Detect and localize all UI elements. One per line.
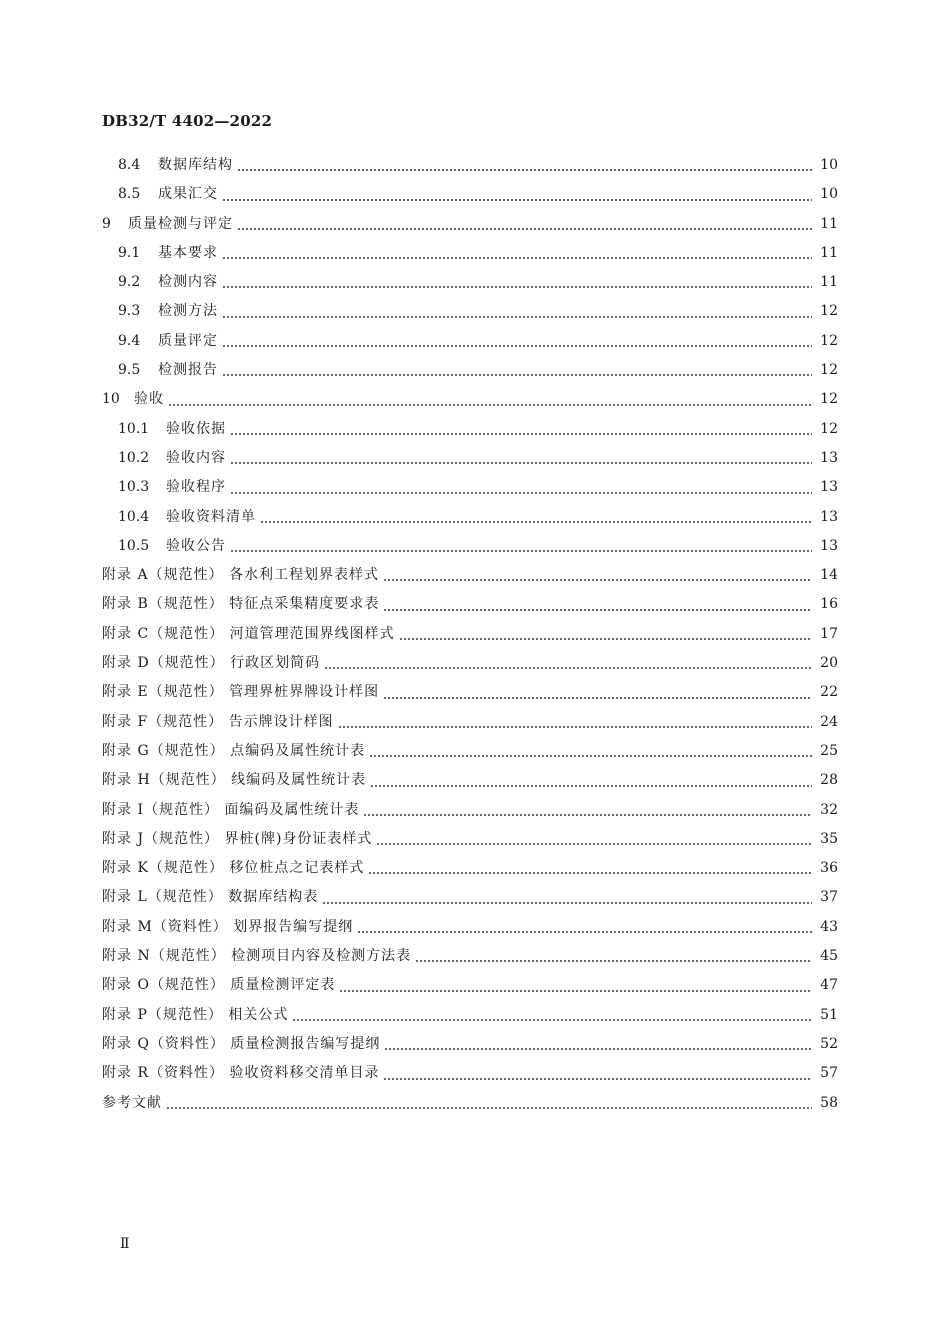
toc-entry-title: 附录 H（规范性） 线编码及属性统计表 [102, 772, 367, 789]
toc-entry-page-number: 43 [820, 918, 838, 935]
toc-entry-title: 附录 K（规范性） 移位桩点之记表样式 [102, 860, 365, 877]
toc-entry-title: 附录 B（规范性） 特征点采集精度要求表 [102, 596, 380, 613]
toc-dot-leader [383, 609, 812, 611]
toc-dot-leader [222, 316, 812, 318]
toc-dot-leader [399, 638, 812, 640]
toc-entry-title: 参考文献 [102, 1094, 162, 1111]
toc-entry-title: 检测报告 [158, 362, 218, 379]
toc-dot-leader [230, 550, 812, 552]
toc-dot-leader [230, 492, 812, 494]
toc-entry-page-number: 10 [820, 157, 838, 173]
toc-entry[interactable] [102, 620, 838, 649]
toc-entry[interactable] [102, 1059, 838, 1088]
toc-dot-leader [415, 960, 812, 962]
toc-dot-leader [222, 286, 812, 288]
toc-entry[interactable] [102, 971, 838, 1000]
toc-entry-number: 10.1 [118, 420, 150, 437]
toc-entry-page-number: 32 [820, 801, 838, 818]
toc-entry-number: 9.1 [118, 244, 141, 261]
toc-entry-title: 附录 R（资料性） 验收资料移交清单目录 [102, 1065, 380, 1082]
toc-entry[interactable] [102, 854, 838, 883]
toc-entry-title: 附录 E（规范性） 管理界桩界牌设计样图 [102, 684, 380, 701]
toc-entry-page-number: 12 [820, 332, 838, 349]
toc-entry[interactable] [102, 590, 838, 619]
toc-dot-leader [383, 697, 812, 699]
toc-dot-leader [237, 169, 812, 171]
toc-entry-page-number: 58 [820, 1094, 838, 1111]
toc-entry[interactable] [102, 883, 838, 912]
toc-entry-number: 8.4 [118, 157, 141, 173]
toc-entry-page-number: 20 [820, 655, 838, 672]
toc-dot-leader [322, 902, 812, 904]
toc-entry[interactable] [102, 503, 838, 532]
toc-entry[interactable] [102, 356, 838, 385]
toc-entry-page-number: 51 [820, 1006, 838, 1023]
toc-entry-page-number: 16 [820, 596, 838, 613]
toc-entry[interactable] [102, 561, 838, 590]
toc-entry-page-number: 12 [820, 420, 838, 437]
toc-entry-title: 验收内容 [166, 449, 226, 466]
toc-entry-number: 10 [102, 391, 120, 408]
toc-dot-leader [338, 726, 812, 728]
toc-entry[interactable] [102, 913, 838, 942]
toc-entry-number: 10.2 [118, 449, 150, 466]
toc-entry-title: 附录 F（规范性） 告示牌设计样图 [102, 713, 334, 730]
toc-entry-page-number: 13 [820, 537, 838, 554]
toc-dot-leader [230, 462, 812, 464]
toc-entry-title: 附录 D（规范性） 行政区划简码 [102, 655, 321, 672]
toc-entry-title: 附录 A（规范性） 各水利工程划界表样式 [102, 567, 380, 584]
toc-entry-title: 附录 L（规范性） 数据库结构表 [102, 889, 319, 906]
toc-dot-leader [222, 257, 812, 259]
toc-entry-page-number: 47 [820, 977, 838, 994]
toc-entry[interactable] [102, 942, 838, 971]
toc-entry[interactable] [102, 1089, 838, 1118]
toc-entry[interactable] [102, 825, 838, 854]
toc-dot-leader [166, 1107, 812, 1109]
page-number-footer: Ⅱ [120, 1236, 130, 1252]
toc-entry-page-number: 45 [820, 948, 838, 965]
toc-entry-title: 附录 J（规范性） 界桩(牌)身份证表样式 [102, 830, 373, 847]
toc-entry[interactable] [102, 766, 838, 795]
toc-dot-leader [168, 404, 812, 406]
toc-entry[interactable] [102, 532, 838, 561]
toc-entry-page-number: 13 [820, 449, 838, 466]
toc-entry-title: 附录 I（规范性） 面编码及属性统计表 [102, 801, 360, 818]
toc-entry-number: 9.3 [118, 303, 141, 320]
toc-entry-title: 附录 Q（资料性） 质量检测报告编写提纲 [102, 1035, 381, 1052]
toc-dot-leader [222, 199, 812, 201]
toc-dot-leader [260, 521, 812, 523]
toc-entry-page-number: 12 [820, 303, 838, 320]
toc-dot-leader [324, 667, 812, 669]
toc-entry-page-number: 13 [820, 508, 838, 525]
toc-entry-page-number: 25 [820, 742, 838, 759]
toc-entry-page-number: 14 [820, 567, 838, 584]
toc-dot-leader [292, 1019, 812, 1021]
toc-entry-page-number: 12 [820, 391, 838, 408]
toc-entry[interactable] [102, 415, 838, 444]
toc-entry-title: 附录 O（规范性） 质量检测评定表 [102, 977, 336, 994]
toc-entry[interactable] [102, 678, 838, 707]
table-of-contents [102, 151, 838, 1118]
toc-dot-leader [368, 872, 812, 874]
toc-entry[interactable] [102, 385, 838, 414]
toc-dot-leader [222, 374, 812, 376]
toc-entry-title: 附录 N（规范性） 检测项目内容及检测方法表 [102, 948, 412, 965]
toc-entry-page-number: 24 [820, 713, 838, 730]
toc-entry-page-number: 22 [820, 684, 838, 701]
toc-entry-title: 质量评定 [158, 332, 218, 349]
toc-entry-title: 验收依据 [166, 420, 226, 437]
toc-entry-page-number: 11 [820, 274, 838, 291]
toc-entry-number: 9.2 [118, 274, 141, 291]
toc-entry[interactable] [102, 210, 838, 239]
toc-dot-leader [376, 843, 812, 845]
toc-dot-leader [230, 433, 812, 435]
toc-entry-title: 检测内容 [158, 274, 218, 291]
toc-entry[interactable] [102, 151, 838, 180]
toc-entry-title: 基本要求 [158, 244, 218, 261]
document-code-header: DB32/T 4402—2022 [102, 112, 273, 130]
toc-entry-title: 验收资料清单 [166, 508, 256, 525]
toc-dot-leader [357, 931, 812, 933]
toc-entry[interactable] [102, 473, 838, 502]
toc-entry-page-number: 10 [820, 186, 838, 203]
toc-entry-title: 附录 G（规范性） 点编码及属性统计表 [102, 742, 366, 759]
toc-entry-number: 10.4 [118, 508, 150, 525]
toc-entry-title: 验收 [134, 391, 164, 408]
toc-entry[interactable] [102, 649, 838, 678]
toc-entry[interactable] [102, 1030, 838, 1059]
toc-entry-number: 8.5 [118, 186, 141, 203]
toc-dot-leader [383, 579, 812, 581]
toc-entry-title: 验收公告 [166, 537, 226, 554]
toc-entry-number: 9.5 [118, 362, 141, 379]
toc-entry-number: 9 [102, 215, 111, 232]
toc-entry-page-number: 52 [820, 1035, 838, 1052]
toc-entry-number: 10.3 [118, 479, 150, 496]
toc-entry-page-number: 11 [820, 244, 838, 261]
toc-entry[interactable] [102, 737, 838, 766]
toc-dot-leader [383, 1078, 812, 1080]
toc-entry[interactable] [102, 444, 838, 473]
toc-entry-number: 9.4 [118, 332, 141, 349]
toc-entry-title: 检测方法 [158, 303, 218, 320]
toc-entry-page-number: 36 [820, 860, 838, 877]
toc-entry-title: 附录 C（规范性） 河道管理范围界线图样式 [102, 625, 395, 642]
toc-entry-page-number: 17 [820, 625, 838, 642]
toc-dot-leader [370, 785, 812, 787]
toc-entry[interactable] [102, 297, 838, 326]
toc-dot-leader [369, 755, 812, 757]
toc-entry[interactable] [102, 239, 838, 268]
toc-entry-number: 10.5 [118, 537, 150, 554]
toc-entry-page-number: 57 [820, 1065, 838, 1082]
toc-entry[interactable] [102, 268, 838, 297]
toc-entry[interactable] [102, 180, 838, 209]
toc-entry-page-number: 11 [820, 215, 838, 232]
toc-entry-page-number: 28 [820, 772, 838, 789]
toc-dot-leader [237, 228, 812, 230]
toc-dot-leader [384, 1048, 812, 1050]
toc-entry-page-number: 13 [820, 479, 838, 496]
toc-dot-leader [339, 990, 812, 992]
toc-entry-title: 附录 M（资料性） 划界报告编写提纲 [102, 918, 354, 935]
toc-dot-leader [222, 345, 812, 347]
toc-entry-page-number: 12 [820, 362, 838, 379]
toc-entry[interactable] [102, 708, 838, 737]
toc-dot-leader [363, 814, 812, 816]
toc-entry-title: 质量检测与评定 [128, 215, 233, 232]
toc-entry-page-number: 37 [820, 889, 838, 906]
toc-entry-title: 成果汇交 [158, 186, 218, 203]
toc-entry-title: 附录 P（规范性） 相关公式 [102, 1006, 289, 1023]
toc-entry[interactable] [102, 796, 838, 825]
toc-entry-title: 数据库结构 [158, 157, 233, 173]
toc-entry-page-number: 35 [820, 830, 838, 847]
toc-entry[interactable] [102, 327, 838, 356]
toc-entry[interactable] [102, 1001, 838, 1030]
toc-entry-title: 验收程序 [166, 479, 226, 496]
